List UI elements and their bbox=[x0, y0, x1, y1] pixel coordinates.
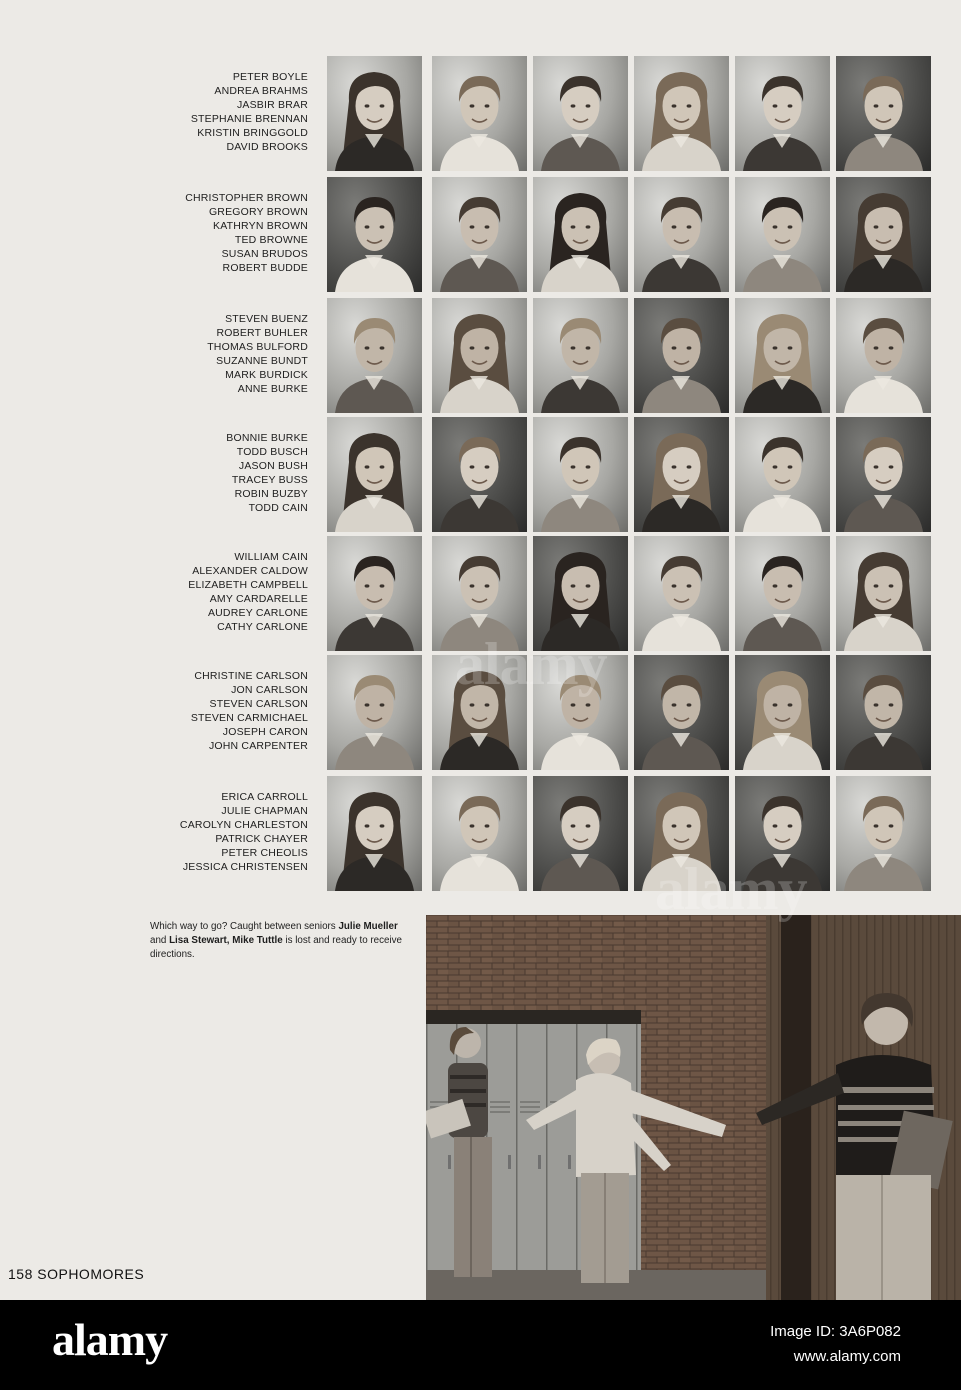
portrait-figure bbox=[432, 298, 527, 413]
student-name: SUSAN BRUDOS bbox=[221, 248, 308, 260]
portrait-figure bbox=[836, 177, 931, 292]
student-portrait bbox=[432, 56, 527, 171]
student-name: GREGORY BROWN bbox=[208, 206, 308, 218]
student-name: JESSICA CHRISTENSEN bbox=[182, 861, 308, 873]
hallway-photo bbox=[426, 915, 961, 1300]
student-name: ROBERT BUHLER bbox=[216, 327, 308, 339]
student-name: KRISTIN BRINGGOLD bbox=[197, 127, 308, 139]
student-portrait bbox=[533, 298, 628, 413]
portrait-figure bbox=[735, 536, 830, 651]
student-portrait bbox=[836, 56, 931, 171]
student-name: MARK BURDICK bbox=[225, 369, 308, 381]
portrait-figure bbox=[836, 298, 931, 413]
portrait-figure bbox=[327, 776, 422, 891]
student-portrait bbox=[836, 417, 931, 532]
student-portrait bbox=[735, 56, 830, 171]
portrait-figure bbox=[836, 776, 931, 891]
portrait-figure bbox=[327, 655, 422, 770]
student-portrait bbox=[735, 417, 830, 532]
student-portrait bbox=[327, 776, 422, 891]
student-name: CATHY CARLONE bbox=[217, 621, 308, 633]
site-url-label: www.alamy.com bbox=[793, 1348, 901, 1365]
student-portrait bbox=[634, 298, 729, 413]
student-portrait bbox=[533, 536, 628, 651]
student-portrait bbox=[327, 655, 422, 770]
student-name: PATRICK CHAYER bbox=[215, 833, 308, 845]
portrait-figure bbox=[432, 417, 527, 532]
portrait-figure bbox=[533, 177, 628, 292]
student-name: THOMAS BULFORD bbox=[207, 341, 308, 353]
student-portrait bbox=[634, 56, 729, 171]
student-name: TODD BUSCH bbox=[236, 446, 308, 458]
portrait-figure bbox=[432, 56, 527, 171]
portrait-row bbox=[0, 536, 961, 654]
photo-caption bbox=[150, 920, 412, 962]
student-portrait bbox=[327, 298, 422, 413]
student-portrait bbox=[533, 417, 628, 532]
student-name: ALEXANDER CALDOW bbox=[192, 565, 308, 577]
student-portrait bbox=[432, 536, 527, 651]
caption-text: and bbox=[150, 935, 170, 946]
student-name: STEPHANIE BRENNAN bbox=[190, 113, 308, 125]
student-portrait bbox=[432, 655, 527, 770]
portrait-figure bbox=[634, 56, 729, 171]
portrait-figure bbox=[735, 298, 830, 413]
page-folio: 158 SOPHOMORES bbox=[8, 1266, 145, 1282]
portrait-figure bbox=[327, 56, 422, 171]
student-name-list bbox=[100, 550, 308, 634]
student-portrait bbox=[533, 56, 628, 171]
student-portrait bbox=[327, 56, 422, 171]
portrait-figure bbox=[432, 536, 527, 651]
portrait-row bbox=[0, 417, 961, 535]
portrait-figure bbox=[634, 655, 729, 770]
student-portrait bbox=[533, 655, 628, 770]
portrait-figure bbox=[735, 177, 830, 292]
student-portrait bbox=[735, 298, 830, 413]
student-name-list bbox=[100, 312, 308, 396]
portrait-figure bbox=[735, 56, 830, 171]
student-name: KATHRYN BROWN bbox=[213, 220, 308, 232]
student-name: JOHN CARPENTER bbox=[208, 740, 308, 752]
student-name-list bbox=[100, 669, 308, 753]
portrait-figure bbox=[634, 177, 729, 292]
portrait-figure bbox=[327, 298, 422, 413]
portrait-figure bbox=[533, 655, 628, 770]
portrait-figure bbox=[533, 776, 628, 891]
student-portrait bbox=[327, 417, 422, 532]
watermark: alamy bbox=[655, 856, 807, 922]
portrait-figure bbox=[432, 776, 527, 891]
portrait-figure bbox=[634, 536, 729, 651]
portrait-row bbox=[0, 298, 961, 416]
caption-text: Which way to go? Caught between seniors bbox=[150, 921, 336, 932]
portrait-figure bbox=[634, 417, 729, 532]
portrait-figure bbox=[533, 536, 628, 651]
portrait-figure bbox=[533, 56, 628, 171]
caption-name: Lisa Stewart, bbox=[169, 935, 230, 946]
student-name: ROBIN BUZBY bbox=[234, 488, 308, 500]
student-name: SUZANNE BUNDT bbox=[216, 355, 308, 367]
student-name-list bbox=[100, 70, 308, 154]
student-name: STEVEN CARMICHAEL bbox=[190, 712, 308, 724]
student-name: CHRISTINE CARLSON bbox=[194, 670, 308, 682]
student-name: WILLIAM CAIN bbox=[234, 551, 308, 563]
student-portrait bbox=[735, 177, 830, 292]
student-name: ANNE BURKE bbox=[237, 383, 308, 395]
portrait-figure bbox=[634, 776, 729, 891]
portrait-figure bbox=[327, 177, 422, 292]
student-portrait bbox=[735, 776, 830, 891]
portrait-row bbox=[0, 56, 961, 174]
student-name: CHRISTOPHER BROWN bbox=[185, 192, 308, 204]
student-name: DAVID BROOKS bbox=[226, 141, 308, 153]
student-portrait bbox=[327, 536, 422, 651]
student-portrait bbox=[634, 417, 729, 532]
student-name-list bbox=[100, 790, 308, 874]
student-name: TODD CAIN bbox=[248, 502, 308, 514]
student-portrait bbox=[634, 655, 729, 770]
student-name: JASBIR BRAR bbox=[236, 99, 308, 111]
portrait-figure bbox=[836, 56, 931, 171]
student-portrait bbox=[634, 177, 729, 292]
student-portrait bbox=[432, 417, 527, 532]
student-name: ANDREA BRAHMS bbox=[214, 85, 308, 97]
portrait-figure bbox=[735, 776, 830, 891]
student-portrait bbox=[432, 177, 527, 292]
student-name: TED BROWNE bbox=[234, 234, 308, 246]
image-id-label: Image ID: 3A6P082 bbox=[770, 1323, 901, 1340]
watermark: alamy bbox=[455, 631, 607, 697]
caption-name: Julie Mueller bbox=[338, 921, 398, 932]
portrait-figure bbox=[634, 298, 729, 413]
student-name: CAROLYN CHARLESTON bbox=[179, 819, 308, 831]
student-name-list bbox=[100, 431, 308, 515]
caption-name: Mike Tuttle bbox=[232, 935, 283, 946]
student-portrait bbox=[836, 655, 931, 770]
student-name: PETER CHEOLIS bbox=[221, 847, 308, 859]
student-portrait bbox=[836, 298, 931, 413]
portrait-figure bbox=[327, 536, 422, 651]
hallway-photo-illustration bbox=[426, 915, 961, 1300]
student-portrait bbox=[634, 776, 729, 891]
student-portrait bbox=[432, 298, 527, 413]
student-name: PETER BOYLE bbox=[232, 71, 308, 83]
portrait-figure bbox=[533, 298, 628, 413]
student-portrait bbox=[634, 536, 729, 651]
student-name: JON CARLSON bbox=[231, 684, 308, 696]
student-name: ELIZABETH CAMPBELL bbox=[188, 579, 308, 591]
student-portrait bbox=[836, 536, 931, 651]
student-portrait bbox=[432, 776, 527, 891]
student-name: AUDREY CARLONE bbox=[207, 607, 308, 619]
student-name: TRACEY BUSS bbox=[231, 474, 308, 486]
portrait-figure bbox=[836, 655, 931, 770]
stock-logo: alamy bbox=[52, 1314, 168, 1365]
student-portrait bbox=[836, 177, 931, 292]
student-name: JOSEPH CARON bbox=[222, 726, 308, 738]
student-name: BONNIE BURKE bbox=[226, 432, 308, 444]
student-portrait bbox=[533, 177, 628, 292]
student-name-list bbox=[100, 191, 308, 275]
student-name: JASON BUSH bbox=[238, 460, 308, 472]
portrait-figure bbox=[533, 417, 628, 532]
portrait-row bbox=[0, 776, 961, 894]
portrait-figure bbox=[432, 655, 527, 770]
student-name: JULIE CHAPMAN bbox=[221, 805, 308, 817]
student-name: STEVEN CARLSON bbox=[209, 698, 308, 710]
student-portrait bbox=[735, 655, 830, 770]
portrait-figure bbox=[327, 417, 422, 532]
portrait-figure bbox=[836, 536, 931, 651]
portrait-figure bbox=[735, 655, 830, 770]
portrait-figure bbox=[735, 417, 830, 532]
student-portrait bbox=[327, 177, 422, 292]
student-name: ROBERT BUDDE bbox=[222, 262, 308, 274]
student-portrait bbox=[836, 776, 931, 891]
student-name: AMY CARDARELLE bbox=[209, 593, 308, 605]
portrait-row bbox=[0, 177, 961, 295]
student-portrait bbox=[735, 536, 830, 651]
student-name: ERICA CARROLL bbox=[221, 791, 308, 803]
caption-text: is lost and ready to receive directions. bbox=[150, 935, 402, 960]
student-name: STEVEN BUENZ bbox=[225, 313, 308, 325]
portrait-figure bbox=[432, 177, 527, 292]
portrait-figure bbox=[836, 417, 931, 532]
portrait-row bbox=[0, 655, 961, 773]
student-portrait bbox=[533, 776, 628, 891]
